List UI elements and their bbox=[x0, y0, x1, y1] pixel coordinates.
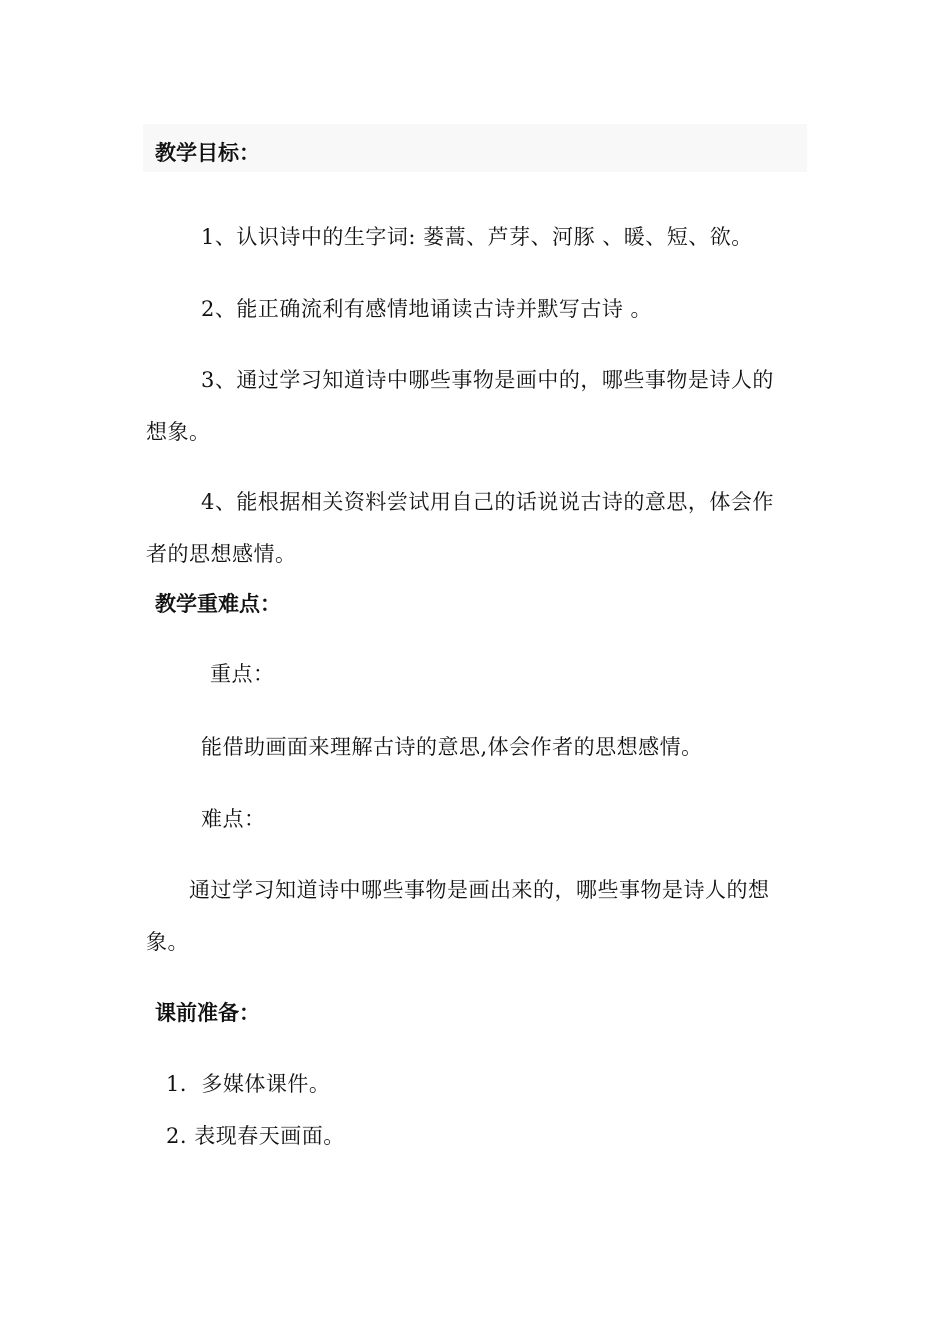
key-points-heading: 教学重难点： bbox=[155, 592, 281, 616]
objective-item-2: 2、能正确流利有感情地诵读古诗并默写古诗 。 bbox=[201, 297, 653, 321]
difficulty-label: 难点： bbox=[201, 807, 266, 831]
objectives-heading: 教学目标： bbox=[155, 141, 260, 165]
preparation-item-1: 1．多媒体课件。 bbox=[166, 1072, 331, 1096]
focus-label: 重点： bbox=[210, 662, 275, 686]
preparation-item-2: 2. 表现春天画面。 bbox=[166, 1124, 345, 1148]
objective-item-4-continued: 者的思想感情。 bbox=[146, 542, 297, 566]
objective-item-4: 4、能根据相关资料尝试用自己的话说说古诗的意思，体会作 bbox=[201, 490, 774, 514]
difficulty-text-continued: 象。 bbox=[146, 930, 189, 954]
objective-item-1: 1、认识诗中的生字词: 蒌蒿、芦芽、河豚 、暖、短、欲。 bbox=[201, 225, 753, 249]
preparation-heading: 课前准备： bbox=[155, 1001, 260, 1025]
difficulty-text: 通过学习知道诗中哪些事物是画出来的，哪些事物是诗人的想 bbox=[189, 878, 770, 902]
focus-text: 能借助画面来理解古诗的意思,体会作者的思想感情。 bbox=[201, 735, 703, 759]
objective-item-3: 3、通过学习知道诗中哪些事物是画中的，哪些事物是诗人的 bbox=[201, 368, 774, 392]
objective-item-3-continued: 想象。 bbox=[146, 420, 211, 444]
